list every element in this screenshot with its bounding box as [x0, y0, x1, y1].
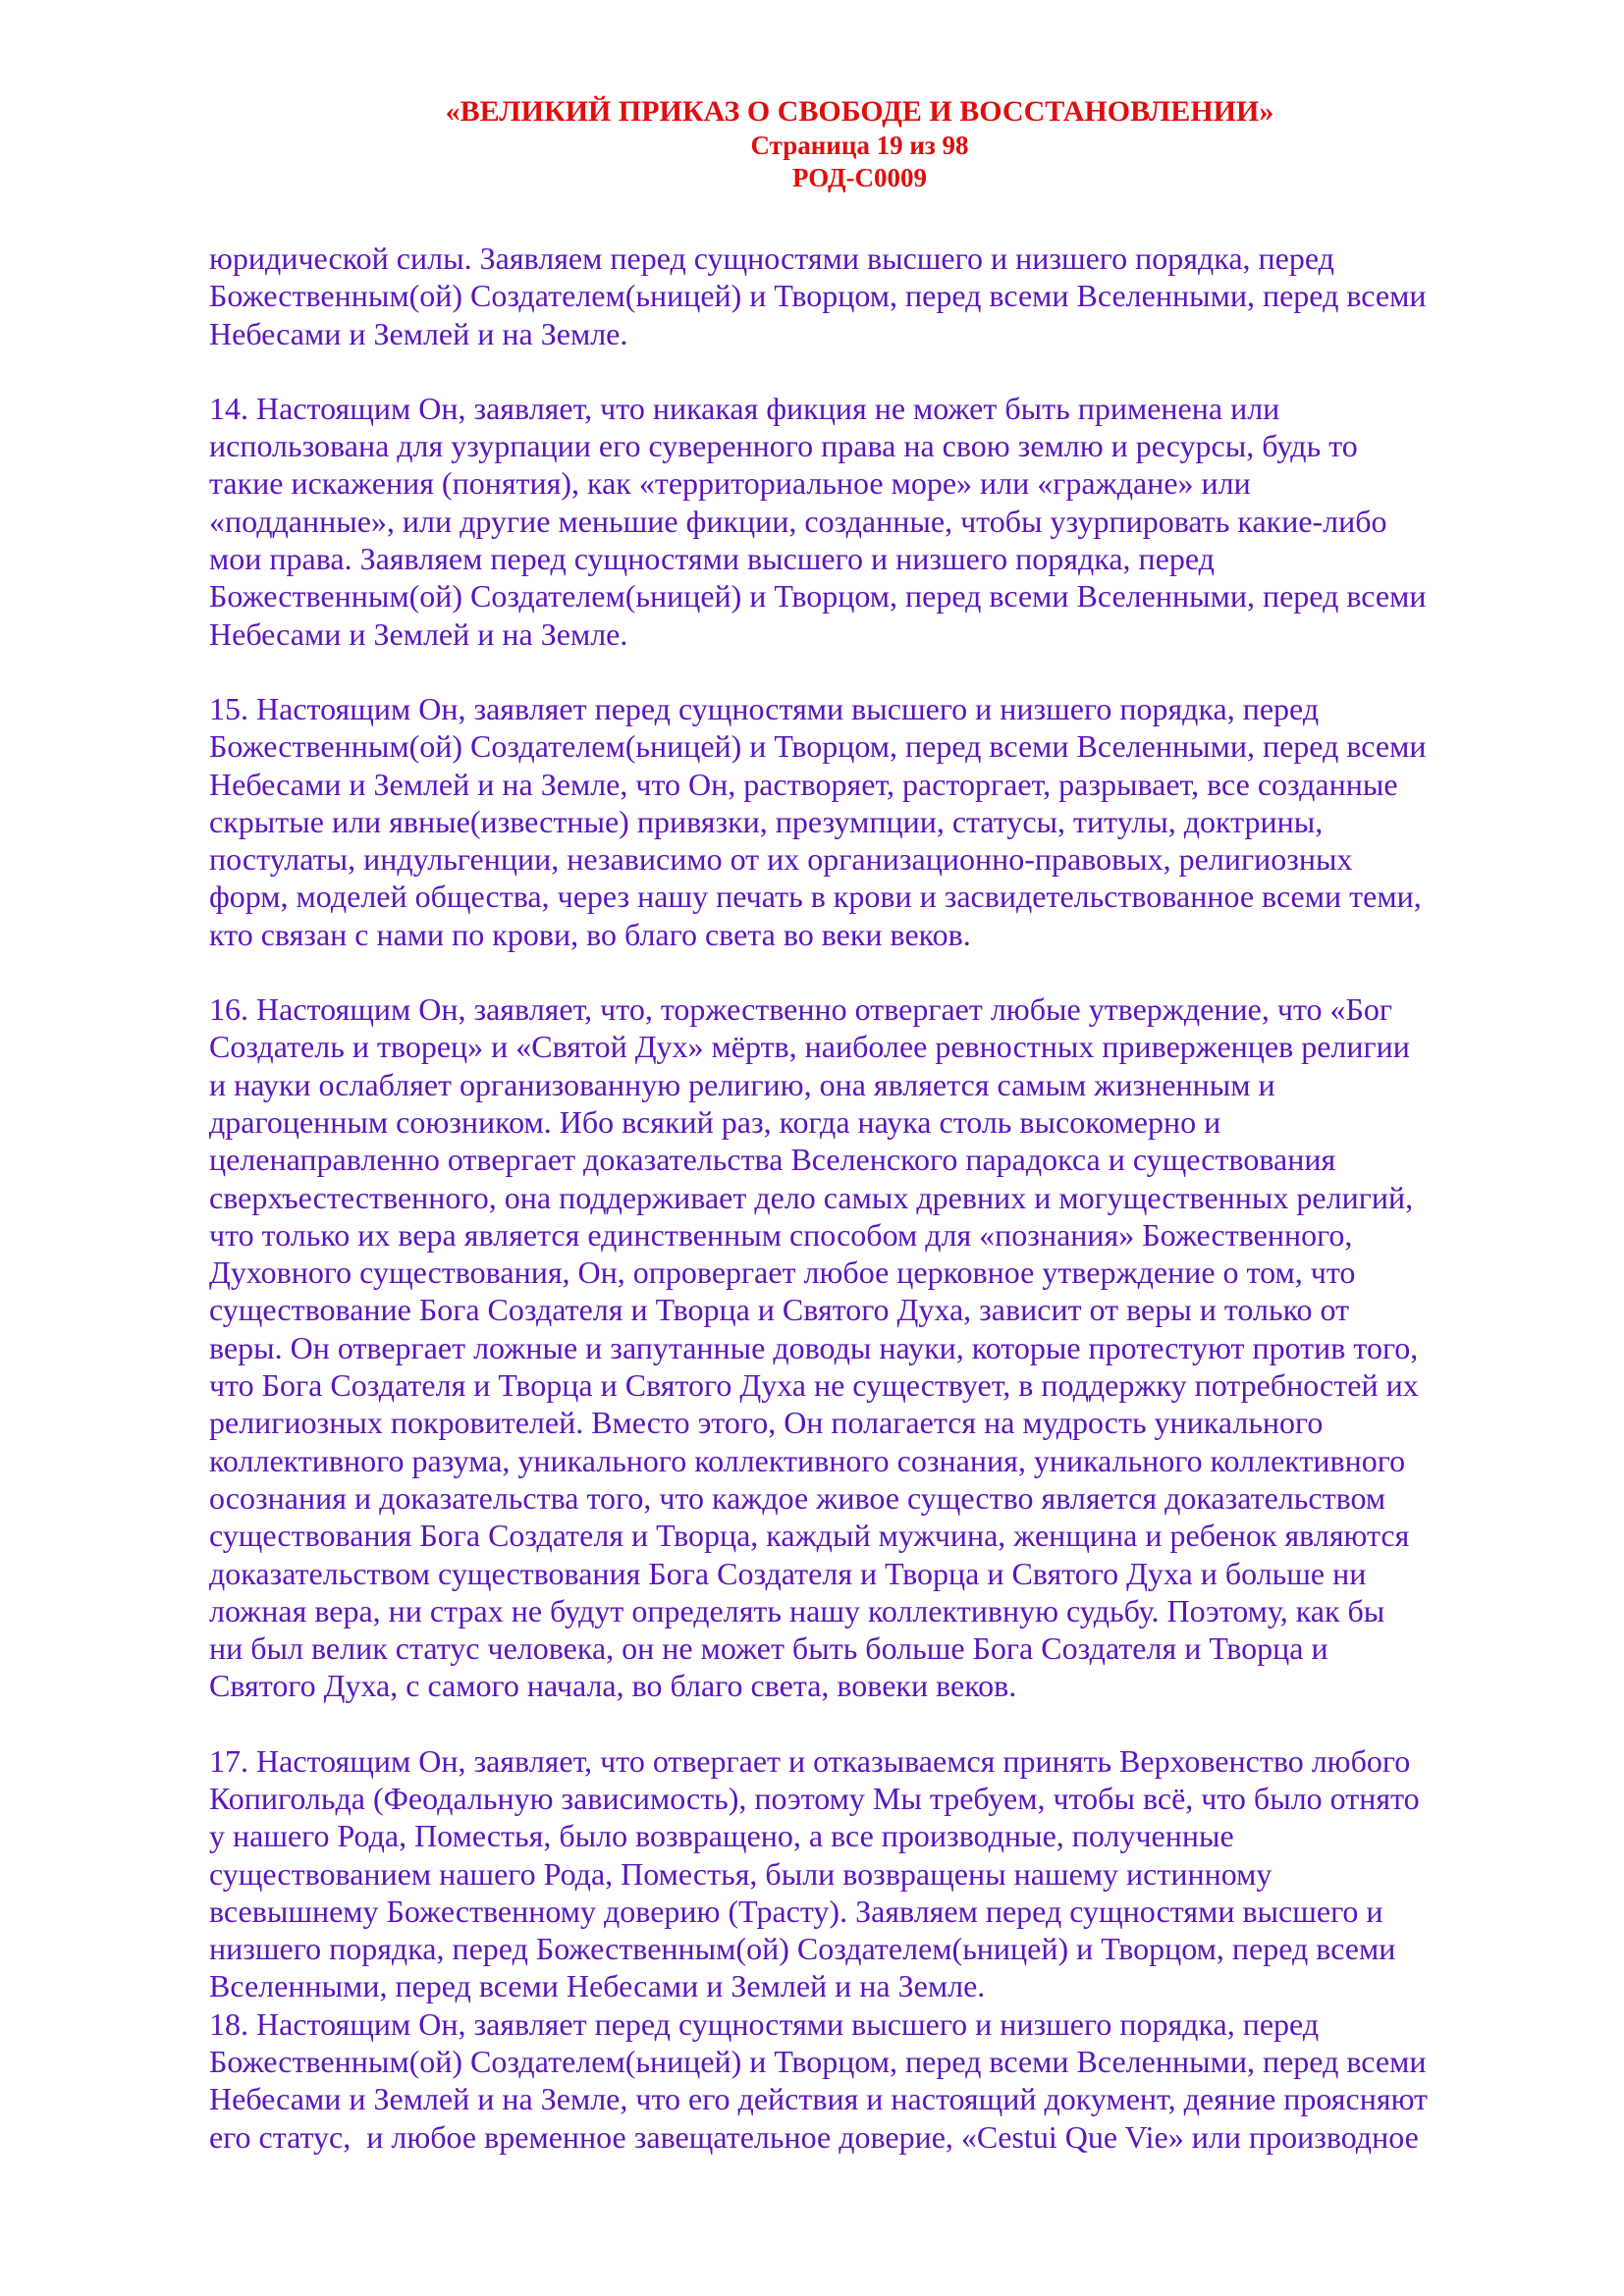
page-number-line: Страница 19 из 98 [750, 131, 969, 160]
text-line: коллективного разума, уникального коллективного сознания, уникального коллективного [209, 1442, 1406, 1478]
text-line: использована для узурпации его суверенного права на свою землю и ресурсы, будь то [209, 428, 1358, 464]
text-line: низшего порядка, перед Божественным(ой) Создателем(ьницей) и Творцом, перед всеми [209, 1931, 1396, 1967]
text-line: что только их вера является единственным способом для «познания» Божественного, [209, 1216, 1353, 1253]
text-line: существование Бога Создателя и Творца и Святого Духа, зависит от веры и только от [209, 1292, 1350, 1328]
text-line: Божественным(ой) Создателем(ьницей) и Творцом, перед всеми Вселенными, перед всеми [209, 728, 1427, 765]
text-line: Небесами и Землей и на Земле. [209, 315, 628, 351]
text-line: постулаты, индульгенции, независимо от их организационно-правовых, религиозных [209, 841, 1353, 878]
text-line: такие искажения (понятия), как «территориальное море» или «граждане» или [209, 465, 1251, 502]
paragraph-item-18 [209, 2005, 1510, 2156]
text-line: мои права. Заявляем перед сущностями высшего и низшего порядка, перед [209, 541, 1215, 577]
text-line: у нашего Рода, Поместья, было возвращено, а все производные, полученные [209, 1818, 1234, 1854]
text-line: веры. Он отвергает ложные и запутанные доводы науки, которые протестуют против того, [209, 1329, 1419, 1365]
text-line: Небесами и Землей и на Земле. [209, 615, 628, 652]
text-line: ложная вера, ни страх не будут определять нашу коллективную судьбу. Поэтому, как бы [209, 1592, 1385, 1629]
paragraph-gap [209, 653, 1510, 690]
text-line: осознания и доказательства того, что каждое живое существо является доказательством [209, 1479, 1386, 1516]
paragraph-item-15 [209, 690, 1510, 953]
text-line: кто связан с нами по крови, во благо света во веки веков. [209, 916, 971, 952]
paragraph-item-14 [209, 390, 1510, 653]
document-content [209, 93, 1510, 2156]
text-line: Небесами и Землей и на Земле, что его действия и настоящий документ, деяние проясняют [209, 2081, 1429, 2117]
text-line: сверхъестественного, она поддерживает дело самых древних и могущественных религий, [209, 1179, 1414, 1215]
text-line: всевышнему Божественному доверию (Трасту). Заявляем перед сущностями высшего и [209, 1893, 1383, 1929]
document-header [209, 93, 1510, 194]
paragraph-gap [209, 352, 1510, 390]
text-line: существованием нашего Рода, Поместья, были возвращены нашему истинному [209, 1855, 1272, 1892]
document-code: РОД-С0009 [791, 163, 928, 192]
text-line: Небесами и Землей и на Земле, что Он, растворяет, расторгает, разрывает, все созданные [209, 766, 1398, 802]
text-line: Божественным(ой) Создателем(ьницей) и Творцом, перед всеми Вселенными, перед всеми [209, 2044, 1427, 2080]
text-line: 15. Настоящим Он, заявляет перед сущностями высшего и низшего порядка, перед [209, 690, 1320, 726]
text-line: 18. Настоящим Он, заявляет перед сущностями высшего и низшего порядка, перед [209, 2005, 1320, 2042]
text-line: доказательством существования Бога Создателя и Творца и Святого Духа и больше ни [209, 1555, 1367, 1591]
text-line: существования Бога Создателя и Творца, каждый мужчина, женщина и ребенок являются [209, 1518, 1410, 1554]
text-line: целенаправленно отвергает доказательства Вселенского парадокса и существования [209, 1142, 1336, 1178]
text-line: что Бога Создателя и Творца и Святого Духа не существует, в поддержку потребностей их [209, 1367, 1419, 1404]
document-title: «ВЕЛИКИЙ ПРИКАЗ О СВОБОДЕ И ВОССТАНОВЛЕНИИ» [445, 95, 1274, 128]
text-line: 16. Настоящим Он, заявляет, что, торжественно отвергает любые утверждение, что «Бог [209, 991, 1392, 1028]
text-line: 17. Настоящим Он, заявляет, что отвергает и отказываемся принять Верховенство любого [209, 1742, 1411, 1779]
text-line: Святого Духа, с самого начала, во благо света, вовеки веков. [209, 1668, 1017, 1704]
text-line: Духовного существования, Он, опровергает любое церковное утверждение о том, что [209, 1255, 1356, 1291]
paragraph-gap [209, 953, 1510, 990]
text-line: Создатель и творец» и «Святой Дух» мёртв, наиболее ревностных приверженцев религии [209, 1029, 1410, 1065]
text-line: и науки ослабляет организованную религию, она является самым жизненным и [209, 1066, 1275, 1102]
paragraph-item-17 [209, 1742, 1510, 2005]
text-line: форм, моделей общества, через нашу печать в крови и засвидетельствованное всеми теми, [209, 879, 1422, 915]
paragraph-continuation [209, 240, 1510, 352]
text-line: Копигольда (Феодальную зависимость), поэтому Мы требуем, чтобы всё, что было отнято [209, 1780, 1420, 1816]
text-line: ни был велик статус человека, он не может быть больше Бога Создателя и Творца и [209, 1630, 1328, 1667]
paragraph-gap [209, 1705, 1510, 1742]
text-line: «подданные», или другие меньшие фикции, созданные, чтобы узурпировать какие-либо [209, 503, 1387, 539]
text-line: Вселенными, перед всеми Небесами и Землей и на Земле. [209, 1968, 986, 2004]
text-line: 14. Настоящим Он, заявляет, что никакая фикция не может быть применена или [209, 390, 1280, 426]
text-line: драгоценным союзником. Ибо всякий раз, когда наука столь высокомерно и [209, 1103, 1221, 1140]
document-body [209, 240, 1510, 2156]
paragraph-item-16 [209, 990, 1510, 1705]
text-line: его статус, и любое временное завещательное доверие, «Cestui Que Vie» или производное [209, 2118, 1419, 2155]
text-line: Божественным(ой) Создателем(ьницей) и Творцом, перед всеми Вселенными, перед всеми [209, 278, 1427, 314]
text-line: Божественным(ой) Создателем(ьницей) и Творцом, перед всеми Вселенными, перед всеми [209, 578, 1427, 614]
text-line: религиозных покровителей. Вместо этого, Он полагается на мудрость уникального [209, 1405, 1324, 1441]
text-line: скрытые или явные(известные) привязки, презумпции, статусы, титулы, доктрины, [209, 803, 1324, 839]
text-line: юридической силы. Заявляем перед сущностями высшего и низшего порядка, перед [209, 240, 1334, 276]
